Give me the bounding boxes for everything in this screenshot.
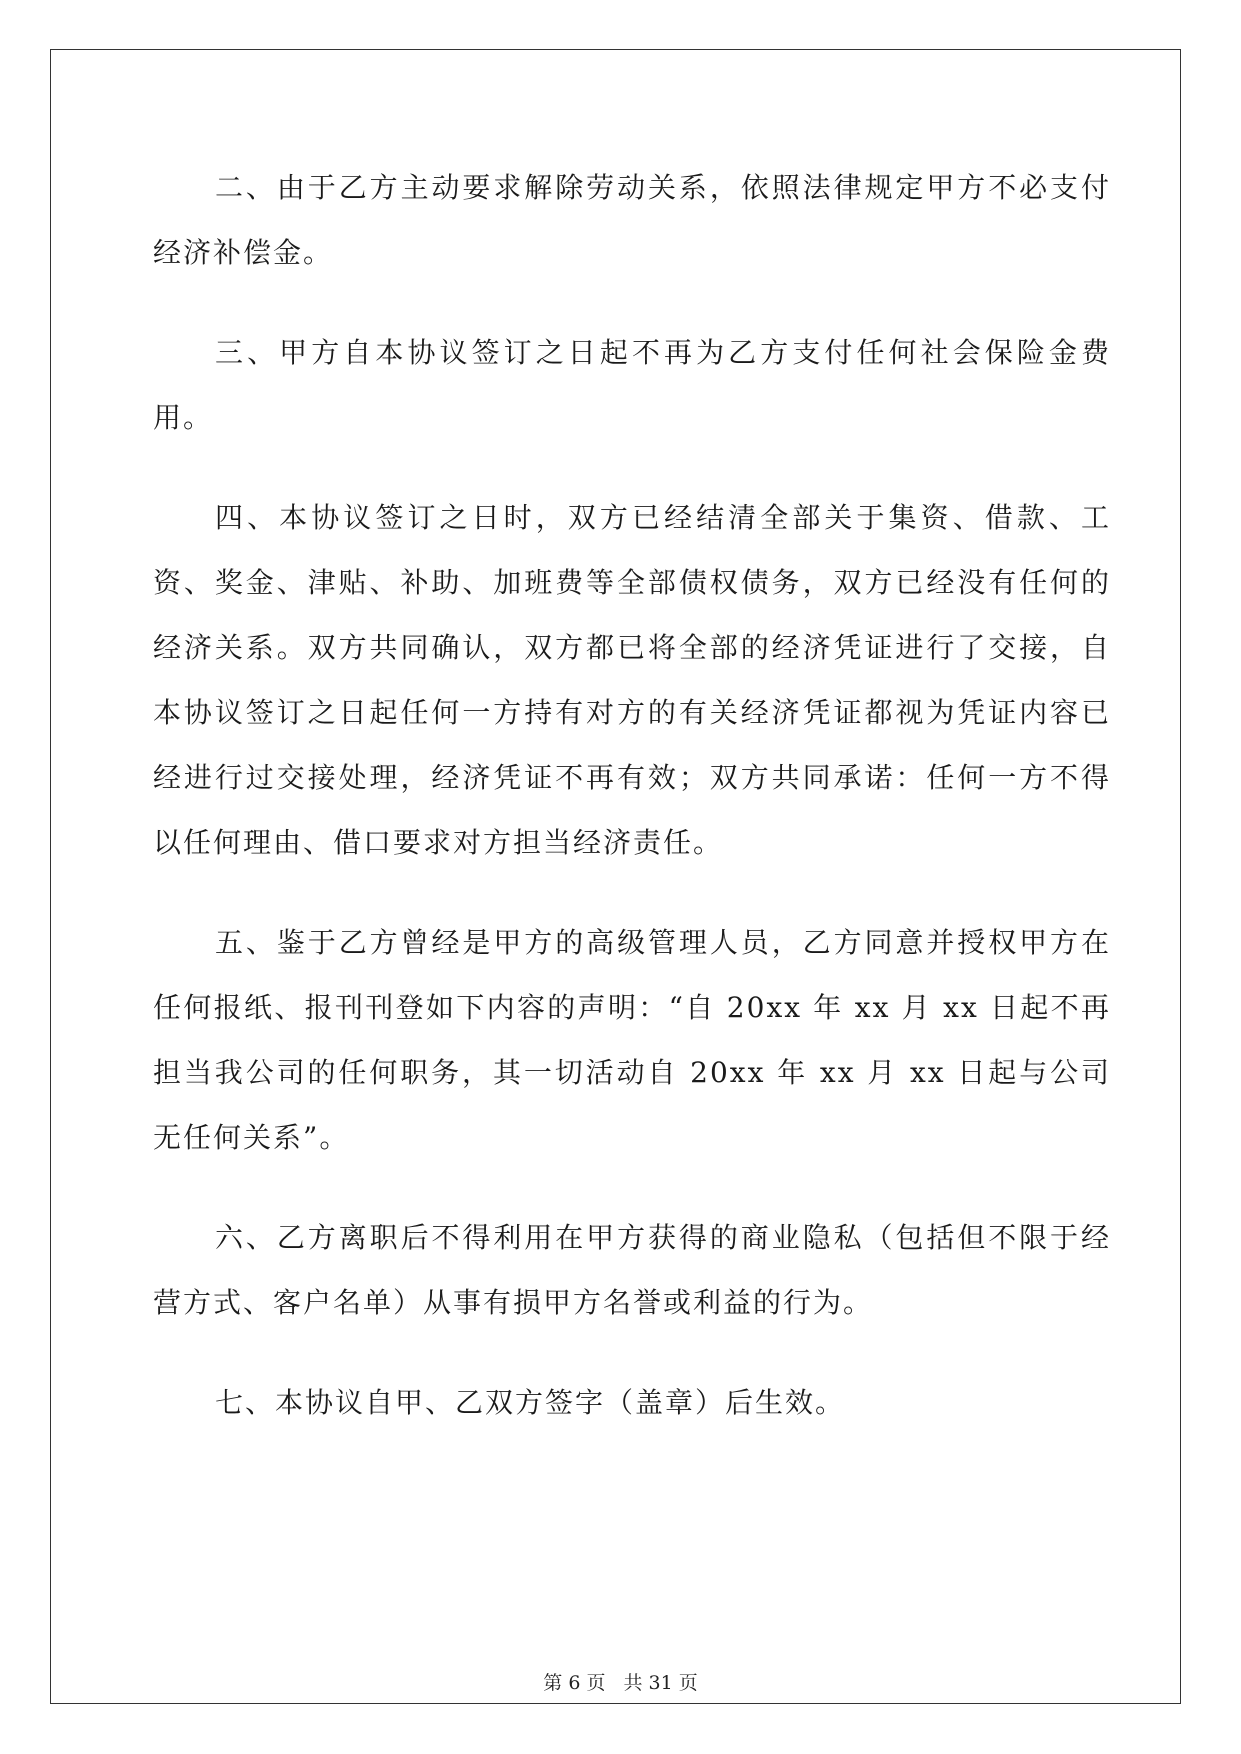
clause-6-paragraph: 六、乙方离职后不得利用在甲方获得的商业隐私（包括但不限于经营方式、客户名单）从事有损甲方名誉或利益的行为。 bbox=[153, 1221, 1111, 1319]
page-footer bbox=[0, 1668, 1241, 1695]
document-body bbox=[153, 155, 1111, 1470]
clause-5-paragraph: 五、鉴于乙方曾经是甲方的高级管理人员，乙方同意并授权甲方在任何报纸、报刊刊登如下内容的声明：“自 20xx 年 xx 月 xx 日起不再担当我公司的任何职务，其一切活动自 20xx 年 xx 月 xx 日起与公司无任何关系”。 bbox=[153, 926, 1111, 1154]
clause-2-paragraph: 二、由于乙方主动要求解除劳动关系，依照法律规定甲方不必支付经济补偿金。 bbox=[153, 171, 1111, 269]
page-number: 第 6 页 bbox=[543, 1672, 606, 1694]
clause-4-paragraph: 四、本协议签订之日时，双方已经结清全部关于集资、借款、工资、奖金、津贴、补助、加班费等全部债权债务，双方已经没有任何的经济关系。双方共同确认，双方都已将全部的经济凭证进行了交接，自本协议签订之日起任何一方持有对方的有关经济凭证都视为凭证内容已经进行过交接处理，经济凭证不再有效；双方共同承诺：任何一方不得以任何理由、借口要求对方担当经济责任。 bbox=[153, 501, 1111, 859]
page-total: 共 31 页 bbox=[623, 1672, 698, 1694]
clause-3-paragraph: 三、甲方自本协议签订之日起不再为乙方支付任何社会保险金费用。 bbox=[153, 336, 1111, 434]
clause-7-paragraph: 七、本协议自甲、乙双方签字（盖章）后生效。 bbox=[215, 1386, 846, 1419]
